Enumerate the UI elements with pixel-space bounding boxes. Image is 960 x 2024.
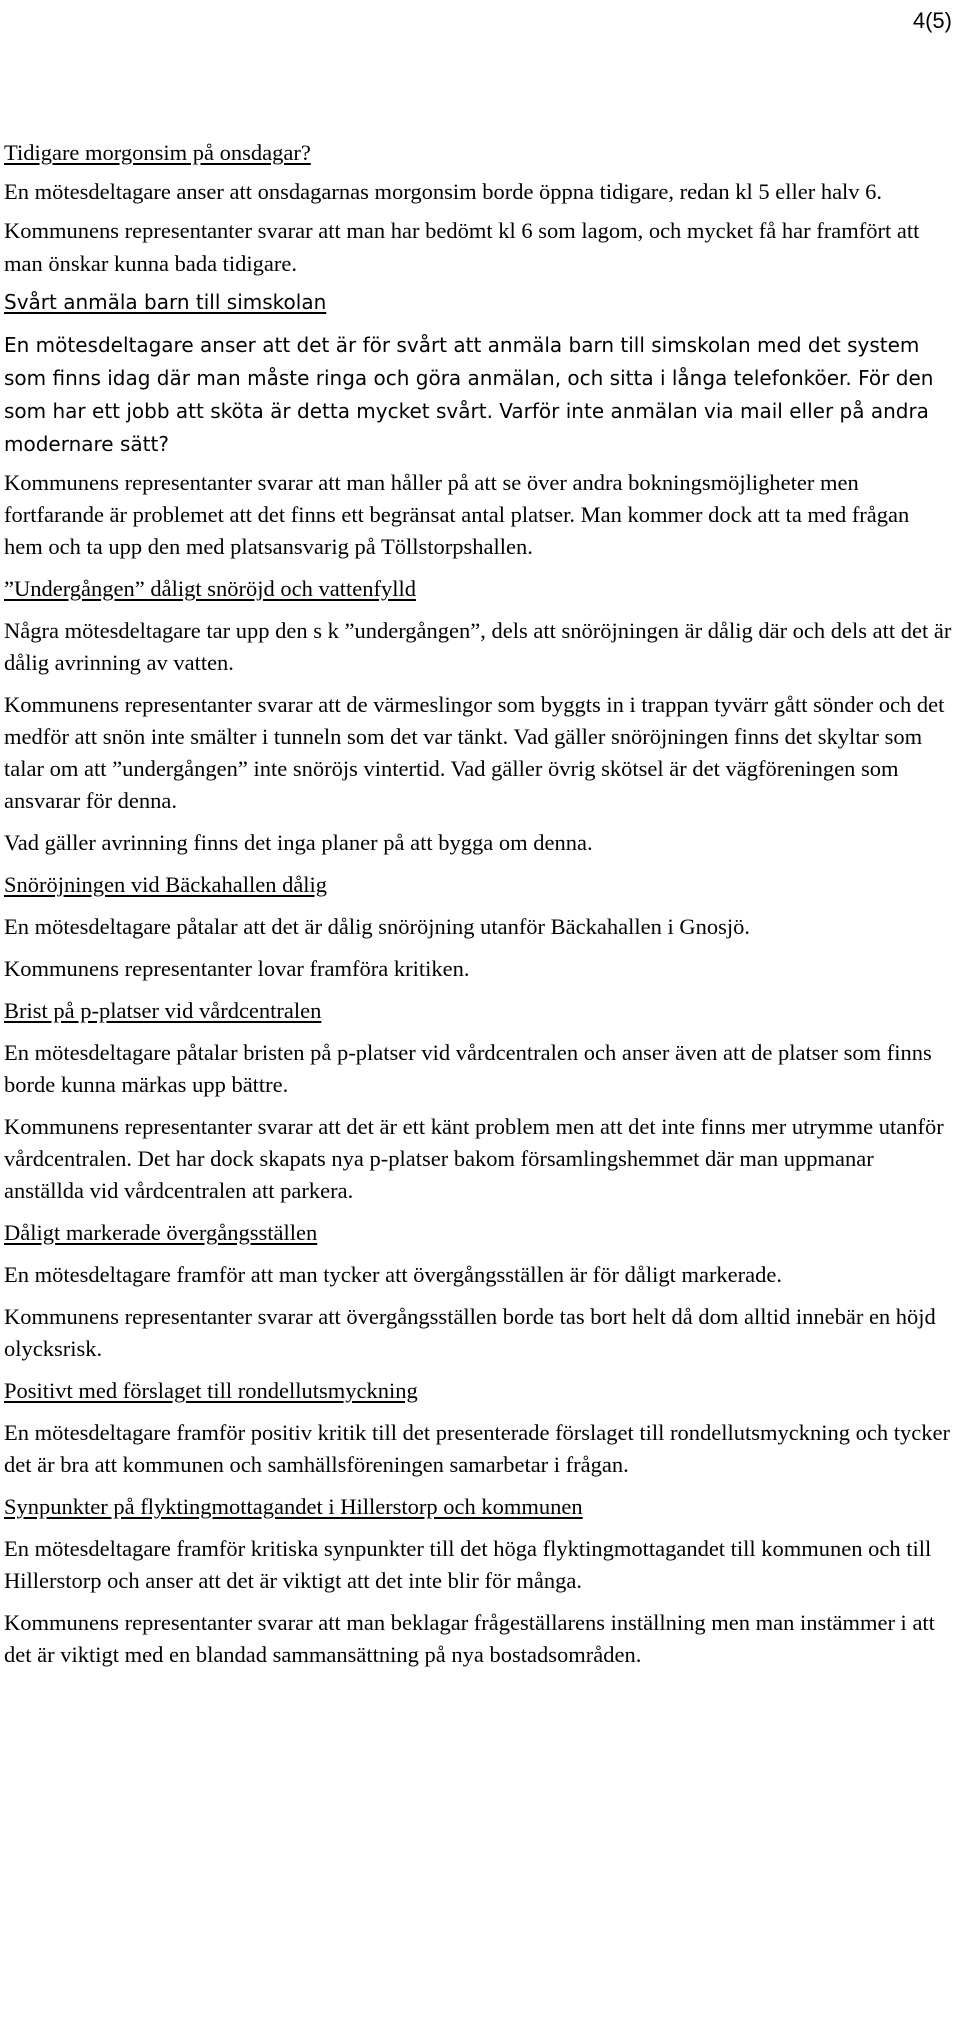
section-simskolan	[4, 286, 952, 461]
paragraph: Kommunens representanter svarar att de värmeslingor som byggts in i trappan tyvärr gått sönder och det medför att snön inte smälter i tunneln som det var tänkt. Vad gäller snöröjningen finns det skyltar som talar om att ”undergången” inte snöröjs vintertid. Vad gäller övrig skötsel är det vägföreningen som ansvarar för denna.	[4, 692, 945, 813]
paragraph: Några mötesdeltagare tar upp den s k ”undergången”, dels att snöröjningen är dålig där och dels att det är dålig avrinning av vatten.	[4, 618, 952, 675]
section-undergangen	[4, 573, 952, 859]
section-heading: Dåligt markerade övergångsställen	[4, 1220, 318, 1245]
paragraph: En mötesdeltagare påtalar att det är dålig snöröjning utanför Bäckahallen i Gnosjö.	[4, 914, 751, 939]
paragraph: Kommunens representanter svarar att det är ett känt problem men att det inte finns mer utrymme utanför vårdcentralen. Det har dock skapats nya p-platser bakom församlingshemmet där man uppmanar anställda vid vårdcentralen att parkera.	[4, 1114, 944, 1203]
section-heading: Positivt med förslaget till rondellutsmyckning	[4, 1378, 418, 1403]
paragraph: En mötesdeltagare framför kritiska synpunkter till det höga flyktingmottagandet till kommunen och till Hillerstorp och anser att det är viktigt att det inte blir för många.	[4, 1536, 932, 1593]
section-backahallen	[4, 869, 952, 985]
paragraph: Kommunens representanter svarar att övergångsställen borde tas bort helt då dom alltid innebär en höjd olycksrisk.	[4, 1304, 936, 1361]
paragraph: Kommunens representanter lovar framföra kritiken.	[4, 956, 470, 981]
section-heading: ”Undergången” dåligt snöröjd och vattenfylld	[4, 576, 416, 601]
paragraph: En mötesdeltagare anser att det är för svårt att anmäla barn till simskolan med det system som finns idag där man måste ringa och göra anmälan, och sitta i långa telefonköer. För den som har ett jobb att sköta är detta mycket svårt. Varför inte anmälan via mail eller på andra modernare sätt?	[4, 333, 934, 456]
section-heading: Brist på p-platser vid vårdcentralen	[4, 998, 322, 1023]
section-heading: Snöröjningen vid Bäckahallen dålig	[4, 872, 328, 897]
paragraph: En mötesdeltagare anser att onsdagarnas morgonsim borde öppna tidigare, redan kl 5 eller halv 6.	[4, 179, 883, 204]
section-flyktingmottagande	[4, 1491, 952, 1671]
section-heading: Tidigare morgonsim på onsdagar?	[4, 140, 311, 165]
paragraph: Vad gäller avrinning finns det inga planer på att bygga om denna.	[4, 830, 593, 855]
paragraph: Kommunens representanter svarar att man håller på att se över andra bokningsmöjligheter men fortfarande är problemet att det finns ett begränsat antal platser. Man kommer dock att ta med frågan hem och ta upp den med platsansvarig på Töllstorpshallen.	[4, 470, 910, 559]
section-heading: Svårt anmäla barn till simskolan	[4, 290, 327, 314]
paragraph: En mötesdeltagare framför att man tycker att övergångsställen är för dåligt markerade.	[4, 1262, 783, 1287]
paragraph: Kommunens representanter svarar att man beklagar frågeställarens inställning men man instämmer i att det är viktigt med en blandad sammansättning på nya bostadsområden.	[4, 1610, 935, 1667]
section-overgangsstallen	[4, 1217, 952, 1365]
paragraph: En mötesdeltagare framför positiv kritik till det presenterade förslaget till rondellutsmyckning och tycker det är bra att kommunen och samhällsföreningen samarbetar i frågan.	[4, 1420, 950, 1477]
page-number: 4(5)	[912, 8, 952, 33]
paragraph: Kommunens representanter svarar att man har bedömt kl 6 som lagom, och mycket få har framfört att man önskar kunna bada tidigare.	[4, 218, 920, 276]
document-body	[4, 136, 952, 1681]
paragraph: En mötesdeltagare påtalar bristen på p-platser vid vårdcentralen och anser även att de platser som finns borde kunna märkas upp bättre.	[4, 1040, 932, 1097]
section-rondellutsmyckning	[4, 1375, 952, 1481]
section-simskolan-answer	[4, 467, 952, 563]
section-morgonsim	[4, 136, 952, 280]
section-p-platser	[4, 995, 952, 1207]
section-heading: Synpunkter på flyktingmottagandet i Hillerstorp och kommunen	[4, 1494, 583, 1519]
